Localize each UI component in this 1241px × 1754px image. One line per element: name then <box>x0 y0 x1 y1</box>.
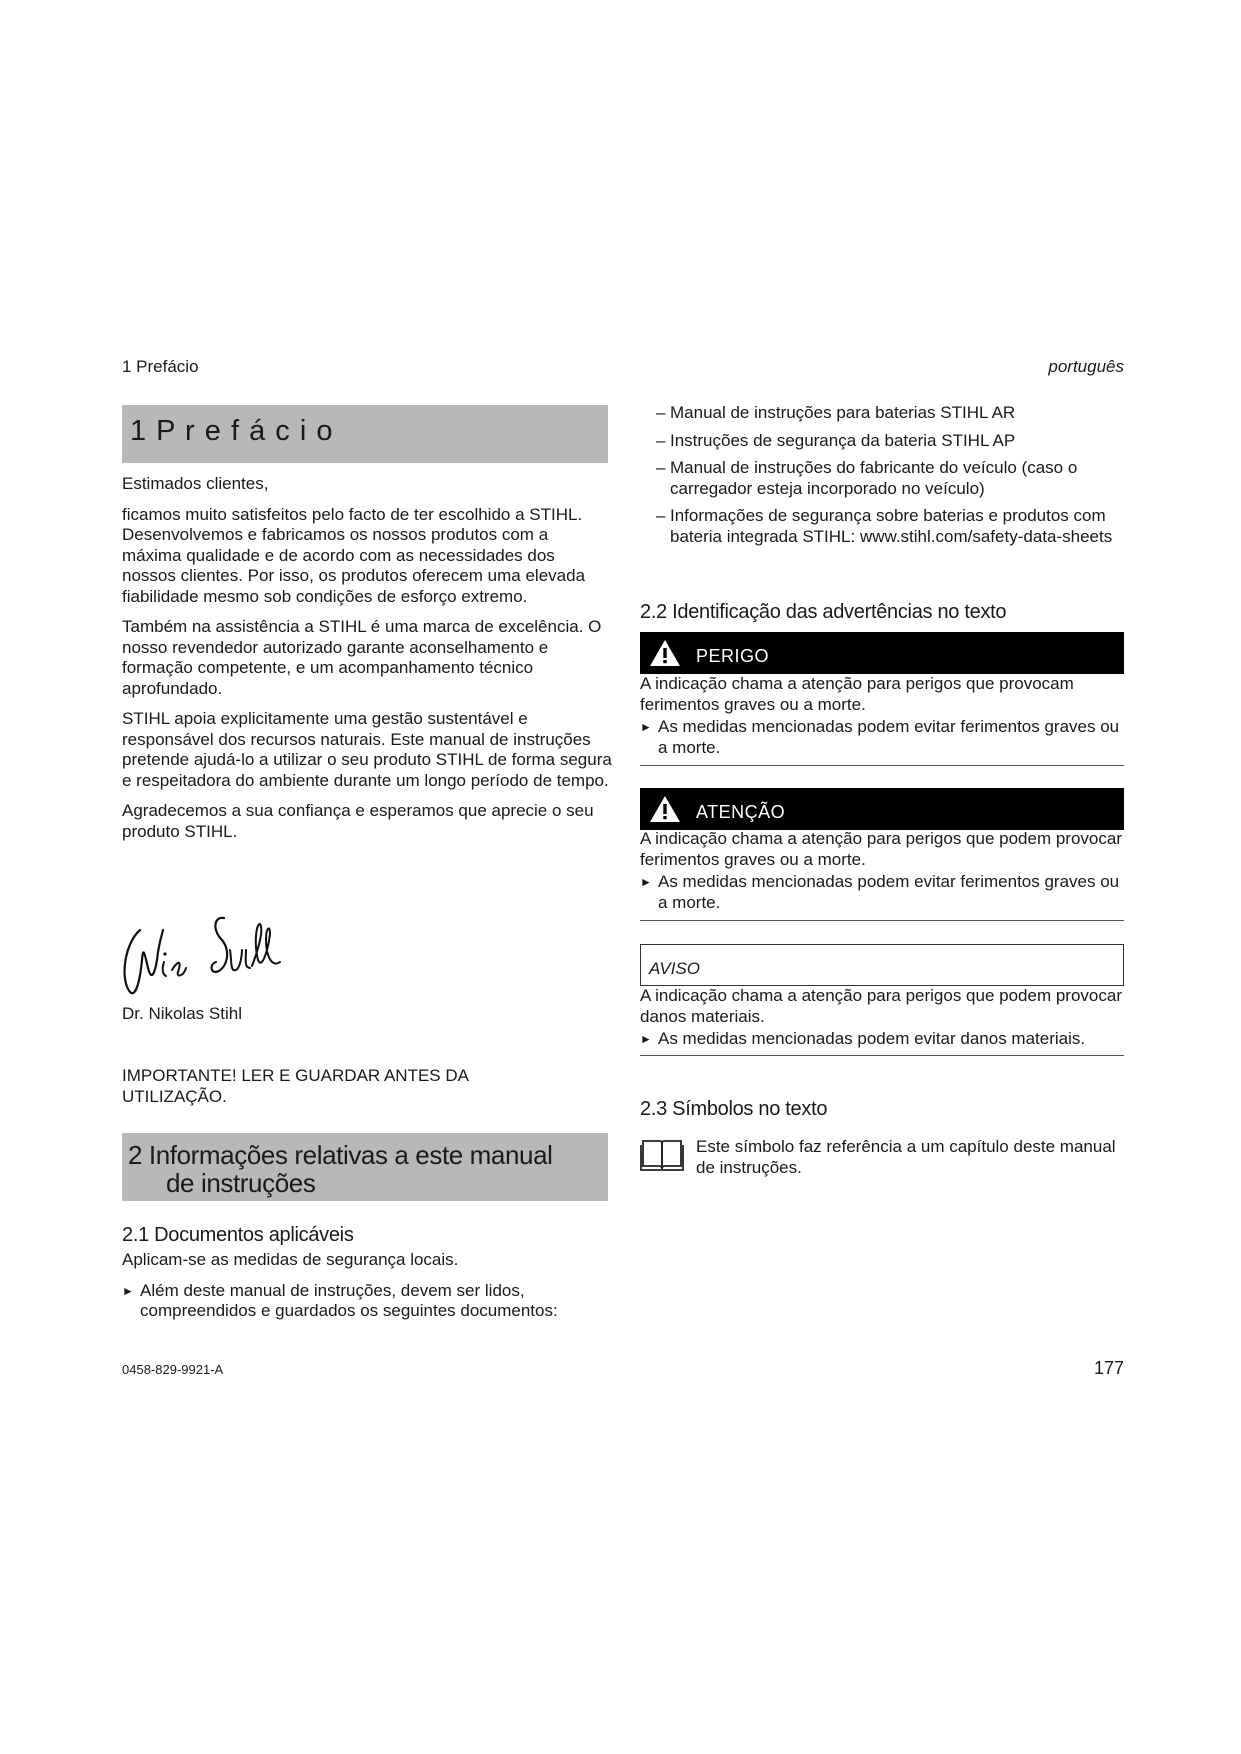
important-notice-line: UTILIZAÇÃO. <box>122 1086 227 1106</box>
important-notice-line: IMPORTANTE! LER E GUARDAR ANTES DA <box>122 1066 469 1085</box>
perigo-text: A indicação chama a atenção para perigos que provocam ferimentos graves ou a morte. <box>640 674 1074 714</box>
list-item: – Informações de segurança sobre baterias e produtos com bateria integrada STIHL: www.stihl.com/safety-data-sheets <box>656 506 1113 546</box>
page-number: 177 <box>1093 1358 1124 1378</box>
atencao-bullet <box>640 872 1130 913</box>
preface-paragraph: ficamos muito satisfeitos pelo facto de ter escolhido a STIHL. Desenvolvemos e fabricamos os nossos produtos com a máxima qualidade e de acordo com as necessidades dos nossos clientes. Por isso, os produtos oferecem uma elevada fiabilidade mesmo sob condições de esforço extremo. <box>122 504 586 606</box>
document-item: Informações de segurança sobre baterias e produtos com bateria integrada STIHL: www.stihl.com/safety-data-sheets <box>670 506 1113 546</box>
important-notice <box>122 1066 612 1107</box>
perigo-bullet-text: As medidas mencionadas podem evitar ferimentos graves ou a morte. <box>658 717 1120 757</box>
section-2-1-title: 2.1 Documentos aplicáveis <box>122 1224 354 1246</box>
signature-name: Dr. Nikolas Stihl <box>122 1004 242 1023</box>
section2-heading-line: de instruções <box>166 1168 316 1198</box>
applicable-documents-list <box>640 403 1128 547</box>
section2-heading-bar <box>122 1133 608 1201</box>
aviso-text: A indicação chama a atenção para perigos que podem provocar danos materiais. <box>640 986 1122 1026</box>
document-item: Manual de instruções do fabricante do veículo (caso o carregador esteja incorporado no veículo) <box>670 458 1078 498</box>
list-item: – Instruções de segurança da bateria STIHL AP <box>656 430 1016 450</box>
preface-paragraph: Agradecemos a sua confiança e esperamos que aprecie o seu produto STIHL. <box>122 801 594 841</box>
aviso-box <box>640 944 1124 986</box>
aviso-label: AVISO <box>649 959 701 978</box>
divider <box>640 920 1124 921</box>
divider <box>640 1055 1124 1056</box>
bullet-arrow-icon: ► <box>640 875 652 889</box>
document-item: Manual de instruções para baterias STIHL AR <box>670 403 1016 422</box>
section-2-1-body <box>122 1250 612 1322</box>
preface-heading: 1 P r e f á c i o <box>130 415 334 447</box>
section2-heading-line: 2 Informações relativas a este manual <box>128 1140 553 1170</box>
preface-paragraph: Também na assistência a STIHL é uma marca de excelência. O nosso revendedor autorizado garante aconselhamento e formação competente, e um acompanhamento técnico aprofundado. <box>122 617 602 698</box>
signature-text: Nikolas Stihl <box>118 910 124 911</box>
bullet-arrow-icon: ► <box>640 720 652 734</box>
preface-heading-bar <box>122 405 608 463</box>
atencao-body <box>640 829 1130 913</box>
perigo-body <box>640 674 1130 758</box>
aviso-body <box>640 986 1130 1050</box>
section2-heading <box>128 1141 553 1197</box>
document-item: Instruções de segurança da bateria STIHL AP <box>670 430 1016 450</box>
running-header-language: português <box>1048 357 1124 376</box>
atencao-bullet-text: As medidas mencionadas podem evitar ferimentos graves ou a morte. <box>658 872 1120 912</box>
perigo-bullet <box>640 717 1130 758</box>
section-2-1-text: Aplicam-se as medidas de segurança locais. <box>122 1250 459 1269</box>
perigo-label: PERIGO <box>696 646 770 666</box>
section-2-3-title: 2.3 Símbolos no texto <box>640 1098 828 1120</box>
atencao-text: A indicação chama a atenção para perigos que podem provocar ferimentos graves ou a morte. <box>640 829 1122 869</box>
divider <box>640 765 1124 766</box>
signature-image <box>118 910 288 1002</box>
open-book-icon <box>640 1137 684 1173</box>
running-header-chapter: 1 Prefácio <box>122 357 199 376</box>
warning-triangle-icon <box>648 638 682 668</box>
section-2-2-title: 2.2 Identificação das advertências no texto <box>640 601 1007 623</box>
bullet-arrow-icon: ► <box>640 1032 652 1046</box>
section-2-1-bullet-text: Além deste manual de instruções, devem ser lidos, compreendidos e guardados os seguintes documentos: <box>140 1280 558 1320</box>
warning-triangle-icon <box>648 794 682 824</box>
preface-greeting: Estimados clientes, <box>122 474 269 493</box>
bullet-arrow-icon: ► <box>122 1283 134 1298</box>
perigo-bar <box>640 632 1124 674</box>
list-item: – Manual de instruções do fabricante do veículo (caso o carregador esteja incorporado no veículo) <box>656 458 1078 498</box>
list-item: – Manual de instruções para baterias STIHL AR <box>656 403 1016 422</box>
document-code: 0458-829-9921-A <box>122 1362 224 1377</box>
preface-paragraph: STIHL apoia explicitamente uma gestão sustentável e responsável dos recursos naturais. Este manual de instruções pretende ajudá-lo a utilizar o seu produto STIHL de forma segura e respeitadora do ambiente durante um longo período de tempo. <box>122 709 612 790</box>
preface-body <box>122 474 612 842</box>
aviso-bullet-text: As medidas mencionadas podem evitar danos materiais. <box>658 1029 1086 1048</box>
atencao-label: ATENÇÃO <box>696 802 786 822</box>
aviso-bullet <box>640 1029 1130 1050</box>
section-2-1-bullet <box>122 1281 612 1322</box>
atencao-bar <box>640 788 1124 830</box>
symbol-description: Este símbolo faz referência a um capítulo deste manual de instruções. <box>696 1137 1116 1177</box>
